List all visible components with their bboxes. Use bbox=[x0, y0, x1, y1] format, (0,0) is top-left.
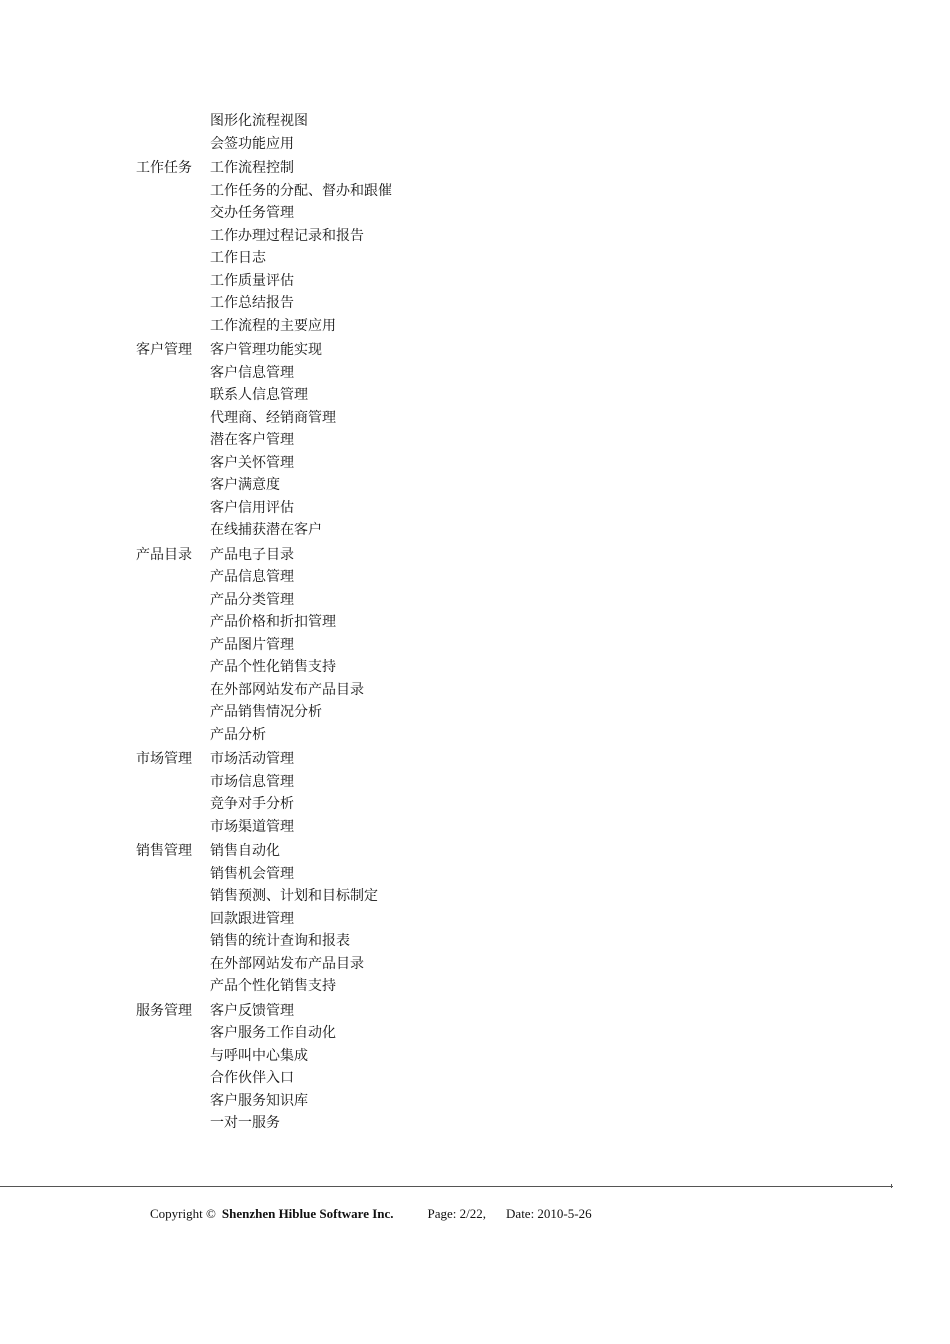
feature-item: 产品个性化销售支持 bbox=[210, 659, 336, 675]
feature-section bbox=[0, 840, 950, 998]
feature-item: 工作总结报告 bbox=[210, 295, 294, 311]
feature-item: 会签功能应用 bbox=[210, 135, 294, 152]
feature-section bbox=[0, 157, 950, 337]
feature-section bbox=[0, 544, 950, 747]
feature-item: 产品分类管理 bbox=[210, 591, 294, 608]
category-label: 客户管理 bbox=[136, 342, 192, 358]
feature-items bbox=[210, 840, 950, 998]
feature-item: 工作办理过程记录和报告 bbox=[210, 227, 364, 244]
feature-item: 联系人信息管理 bbox=[210, 387, 308, 403]
feature-item: 销售预测、计划和目标制定 bbox=[210, 888, 378, 904]
feature-item: 与呼叫中心集成 bbox=[210, 1047, 308, 1064]
feature-item: 市场信息管理 bbox=[210, 773, 294, 790]
feature-item: 竞争对手分析 bbox=[210, 796, 294, 812]
feature-item: 产品价格和折扣管理 bbox=[210, 614, 336, 630]
feature-items bbox=[210, 748, 950, 838]
company-name: Shenzhen Hiblue Software Inc. bbox=[221, 1206, 394, 1221]
feature-item: 客户信息管理 bbox=[210, 364, 294, 381]
feature-list bbox=[0, 110, 950, 1137]
copyright-label: Copyright © bbox=[150, 1206, 216, 1221]
feature-items bbox=[210, 157, 950, 337]
page-footer bbox=[150, 1206, 592, 1222]
page-number: Page: 2/22, bbox=[427, 1206, 487, 1221]
feature-item: 销售自动化 bbox=[210, 843, 280, 859]
feature-item: 市场活动管理 bbox=[210, 751, 294, 767]
feature-section bbox=[0, 748, 950, 838]
feature-item: 产品销售情况分析 bbox=[210, 704, 322, 720]
category-label: 产品目录 bbox=[136, 546, 192, 563]
feature-item: 产品分析 bbox=[210, 726, 266, 743]
feature-items bbox=[210, 339, 950, 542]
category-label: 市场管理 bbox=[136, 751, 192, 767]
feature-item: 在线捕获潜在客户 bbox=[210, 522, 322, 538]
feature-item: 销售机会管理 bbox=[210, 865, 294, 882]
feature-item: 产品个性化销售支持 bbox=[210, 978, 336, 994]
feature-item: 在外部网站发布产品目录 bbox=[210, 955, 364, 972]
feature-item: 产品信息管理 bbox=[210, 569, 294, 585]
footer-divider bbox=[0, 1186, 893, 1187]
category-label: 服务管理 bbox=[136, 1002, 192, 1019]
category-label: 工作任务 bbox=[136, 160, 192, 176]
feature-item: 回款跟进管理 bbox=[210, 910, 294, 927]
feature-section bbox=[0, 110, 950, 155]
feature-item: 销售的统计查询和报表 bbox=[210, 933, 350, 949]
feature-item: 客户服务工作自动化 bbox=[210, 1025, 336, 1041]
feature-item: 一对一服务 bbox=[210, 1115, 280, 1131]
feature-item: 工作流程的主要应用 bbox=[210, 317, 336, 334]
feature-items bbox=[210, 1000, 950, 1135]
feature-item: 客户关怀管理 bbox=[210, 454, 294, 471]
feature-item: 工作任务的分配、督办和跟催 bbox=[210, 182, 392, 199]
feature-section bbox=[0, 339, 950, 542]
feature-item: 客户反馈管理 bbox=[210, 1002, 294, 1019]
feature-items bbox=[210, 544, 950, 747]
feature-item: 工作质量评估 bbox=[210, 272, 294, 289]
feature-item: 工作流程控制 bbox=[210, 160, 294, 176]
feature-item: 代理商、经销商管理 bbox=[210, 409, 336, 426]
feature-item: 潜在客户管理 bbox=[210, 432, 294, 448]
feature-items bbox=[210, 110, 950, 155]
feature-item: 客户管理功能实现 bbox=[210, 342, 322, 358]
category-label: 销售管理 bbox=[136, 843, 192, 859]
feature-item: 市场渠道管理 bbox=[210, 818, 294, 835]
feature-item: 客户满意度 bbox=[210, 477, 280, 493]
feature-item: 产品图片管理 bbox=[210, 636, 294, 653]
document-date: Date: 2010-5-26 bbox=[506, 1206, 592, 1221]
footer-divider-end bbox=[891, 1184, 894, 1188]
feature-item: 客户信用评估 bbox=[210, 499, 294, 516]
feature-item: 产品电子目录 bbox=[210, 546, 294, 563]
feature-item: 合作伙伴入口 bbox=[210, 1070, 294, 1086]
feature-item: 客户服务知识库 bbox=[210, 1092, 308, 1109]
feature-item: 交办任务管理 bbox=[210, 205, 294, 221]
feature-item: 图形化流程视图 bbox=[210, 113, 308, 129]
feature-section bbox=[0, 1000, 950, 1135]
feature-item: 工作日志 bbox=[210, 250, 266, 266]
feature-item: 在外部网站发布产品目录 bbox=[210, 681, 364, 698]
